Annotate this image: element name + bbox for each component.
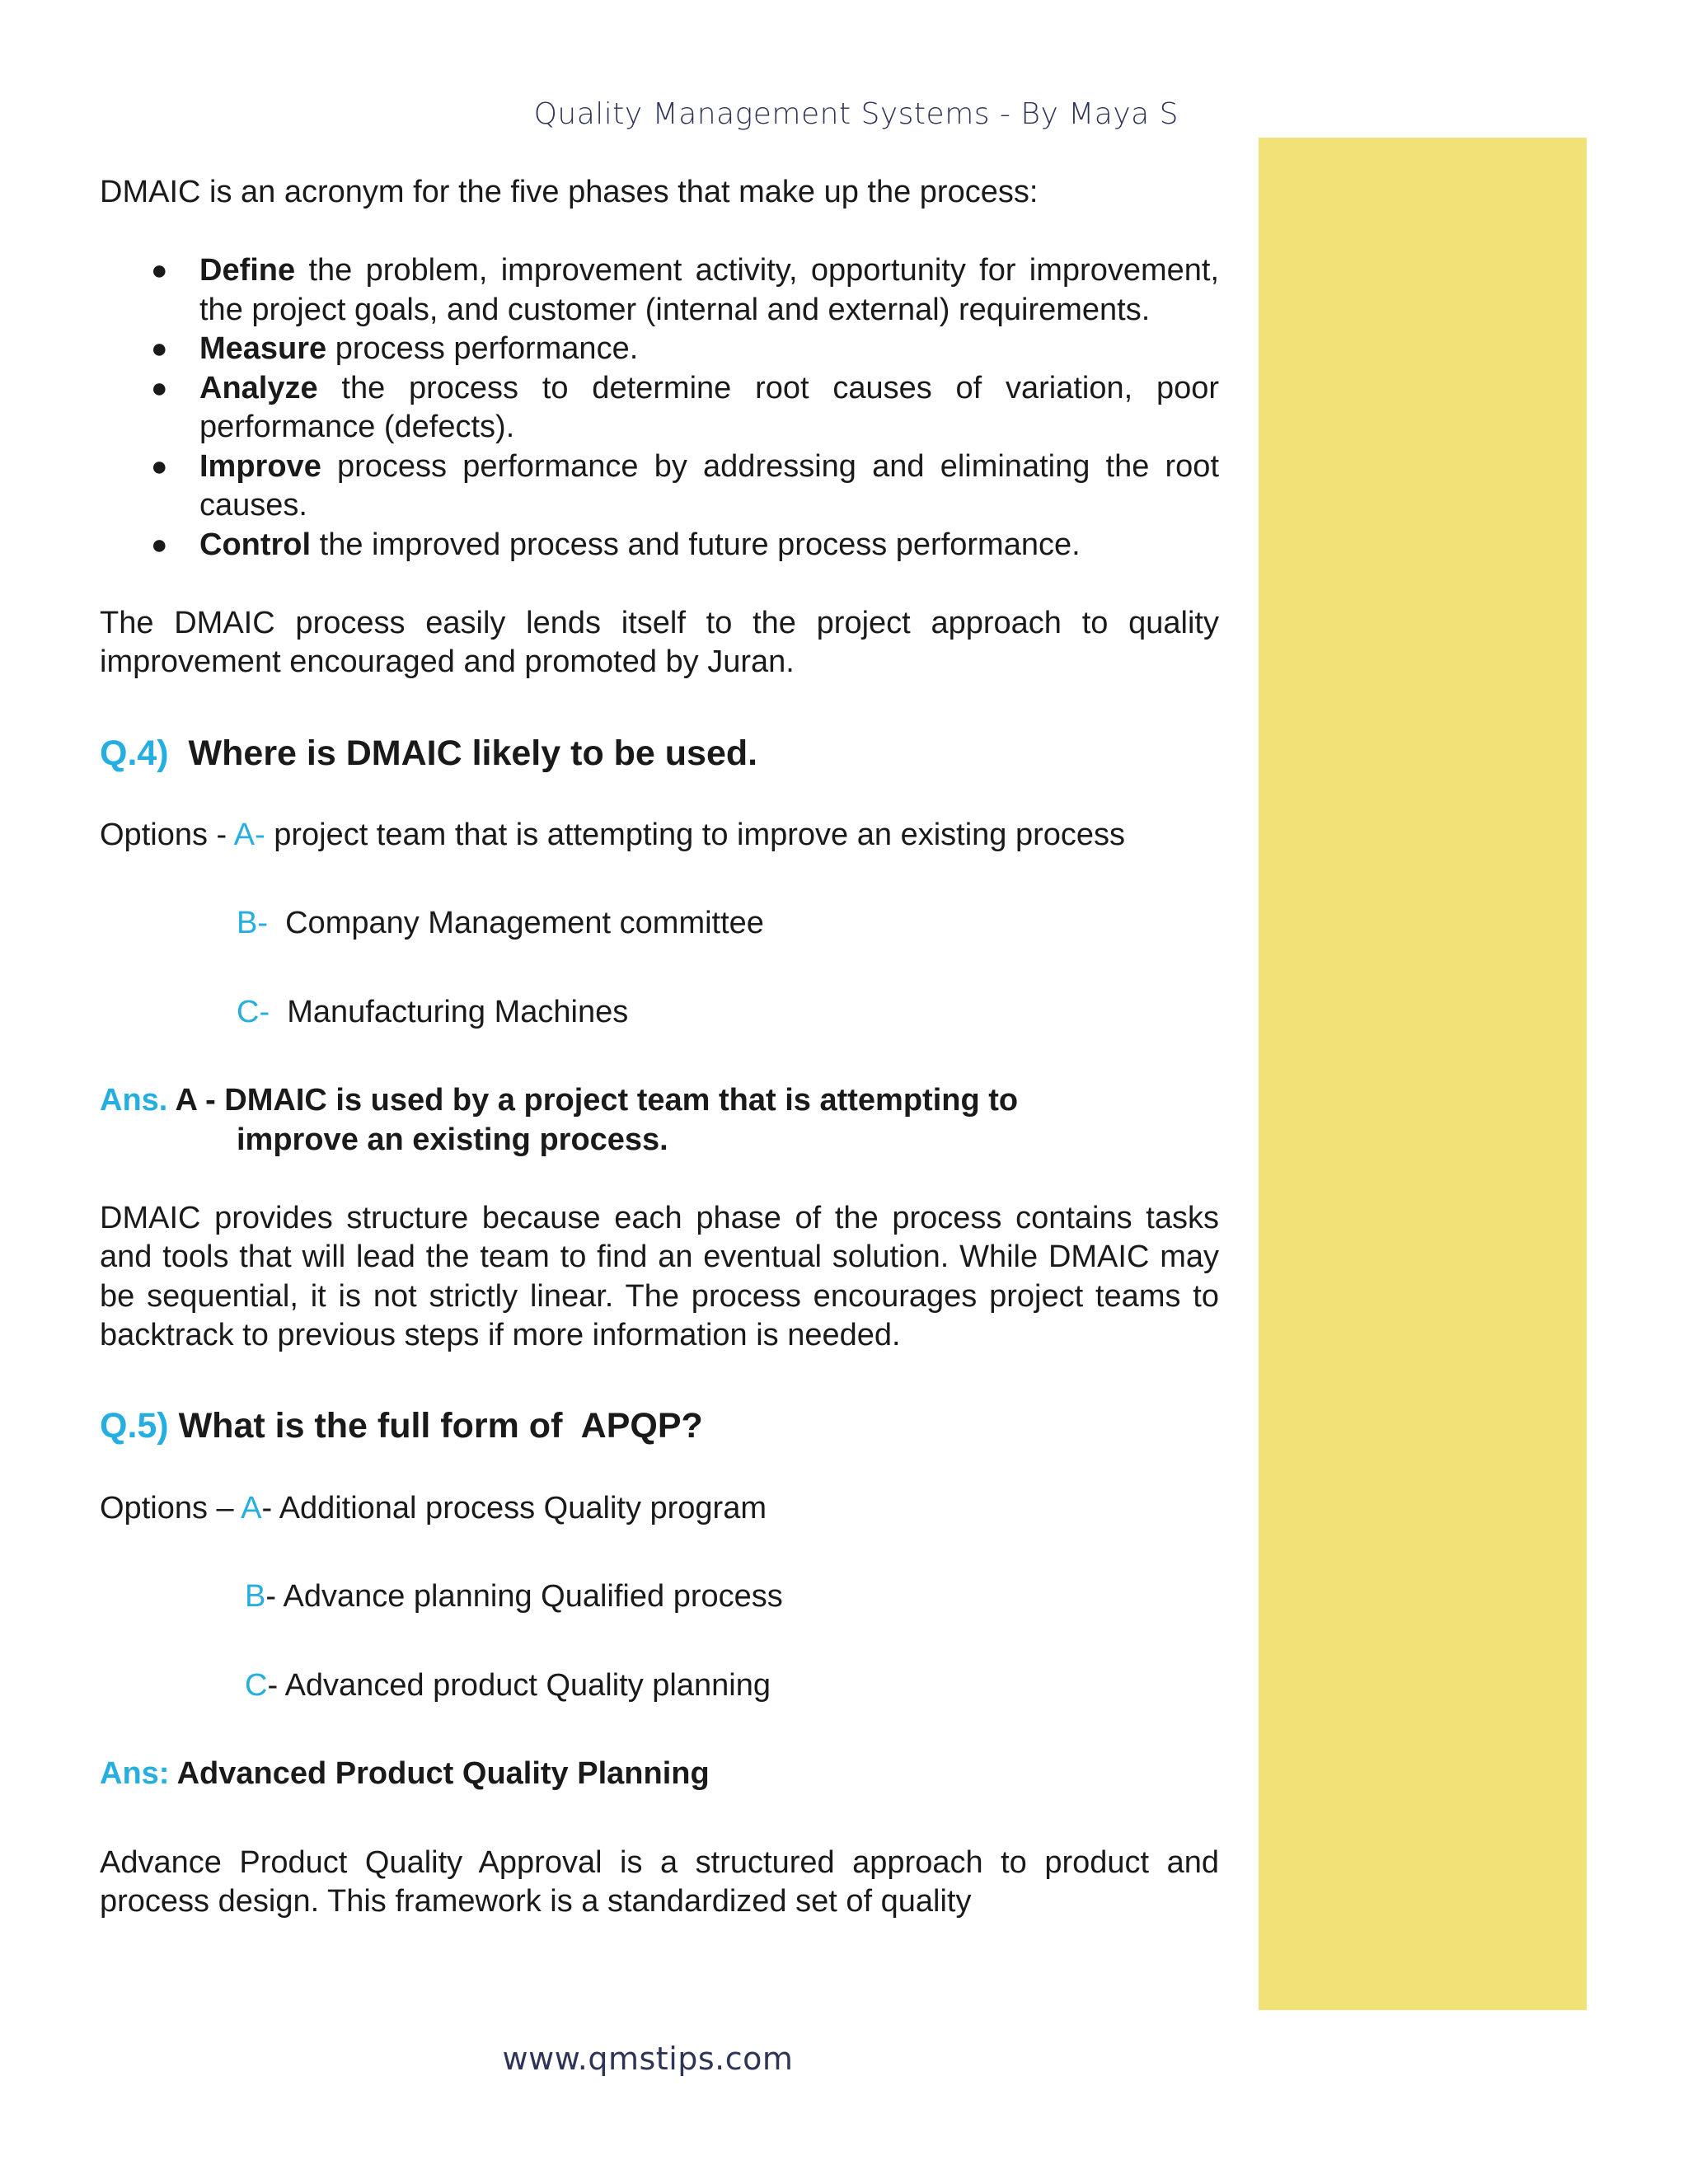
q4-option-b (100, 904, 1219, 944)
option-letter: A (241, 1490, 262, 1526)
yellow-side-bar (1259, 138, 1587, 2010)
phase-term: Define (199, 253, 296, 288)
question-5-heading (100, 1403, 1219, 1449)
bullet-icon: ● (151, 528, 168, 560)
list-item (100, 526, 1219, 565)
bullet-icon: ● (151, 450, 168, 482)
phase-term: Improve (199, 448, 321, 484)
phase-text: process performance. (326, 331, 639, 366)
option-text: Company Management committee (268, 906, 764, 940)
bullet-icon: ● (151, 333, 168, 364)
option-letter: C- (237, 994, 270, 1029)
answer-text: A - DMAIC is used by a project team that is attempting to (167, 1083, 1019, 1118)
phase-text: the improved process and future process performance. (311, 527, 1081, 562)
q5-option-c (100, 1666, 1219, 1706)
q5-option-a (100, 1489, 1219, 1529)
page-header: Quality Management Systems - By Maya S (533, 97, 1179, 131)
answer-label: Ans. (100, 1083, 168, 1118)
question-4-heading (100, 730, 1219, 776)
q5-option-b (100, 1577, 1219, 1617)
answer-text: Advanced Product Quality Planning (169, 1756, 710, 1791)
q4-answer (100, 1081, 1219, 1121)
option-letter: B (245, 1579, 266, 1614)
list-item (100, 251, 1219, 330)
options-prefix: Options – (100, 1490, 241, 1526)
q4-option-c (100, 993, 1219, 1033)
options-prefix: Options - (100, 817, 234, 852)
option-text: Manufacturing Machines (270, 994, 629, 1029)
answer-label: Ans: (100, 1756, 170, 1791)
page-content (100, 173, 1219, 1922)
page-footer (0, 2041, 1688, 2077)
phase-term: Analyze (199, 370, 318, 405)
question-text: Where is DMAIC likely to be used. (188, 733, 758, 773)
bullet-icon: ● (151, 255, 168, 286)
option-text: - Advance planning Qualified process (265, 1579, 783, 1614)
q5-explanation: Advance Product Quality Approval is a structured approach to product and process design. This framework is a standardized set of quality (100, 1844, 1219, 1919)
q4-answer-continued: improve an existing process. (237, 1122, 668, 1157)
option-text: - Additional process Quality program (261, 1490, 767, 1526)
dmaic-juran-paragraph: The DMAIC process easily lends itself to the project approach to quality improvement encouraged and promoted by Juran. (100, 605, 1219, 679)
phase-text: the problem, improvement activity, opportunity for improvement, the project goals, and customer (internal and external) requirements. (199, 253, 1219, 327)
phase-text: process performance by addressing and eliminating the root causes. (199, 448, 1219, 523)
q4-option-a (100, 816, 1219, 855)
q5-answer (100, 1755, 1219, 1794)
website-url: www.qmstips.com (502, 2041, 794, 2077)
phase-term: Control (199, 527, 312, 562)
question-number: Q.5) (100, 1405, 169, 1446)
list-item (100, 369, 1219, 448)
phase-term: Measure (199, 331, 327, 366)
option-text: - Advanced product Quality planning (267, 1667, 771, 1703)
option-text: project team that is attempting to improve an existing process (265, 817, 1126, 852)
q4-explanation: DMAIC provides structure because each phase of the process contains tasks and tools that will lead the team to find an eventual solution. While DMAIC may be sequential, it is not strictly linear. The process encourages project teams to backtrack to previous steps if more information is needed. (100, 1200, 1219, 1352)
question-number: Q.4) (100, 733, 169, 773)
list-item (100, 448, 1219, 526)
option-letter: C (245, 1667, 268, 1703)
intro-paragraph: DMAIC is an acronym for the five phases that make up the process: (100, 175, 1039, 209)
question-text: What is the full form of APQP? (168, 1405, 703, 1446)
bullet-icon: ● (151, 372, 168, 404)
list-item (100, 330, 1219, 369)
option-letter: B- (237, 906, 268, 940)
option-letter: A- (233, 817, 265, 852)
dmaic-phase-list (100, 251, 1219, 565)
phase-text: the process to determine root causes of variation, poor performance (defects). (199, 370, 1219, 444)
